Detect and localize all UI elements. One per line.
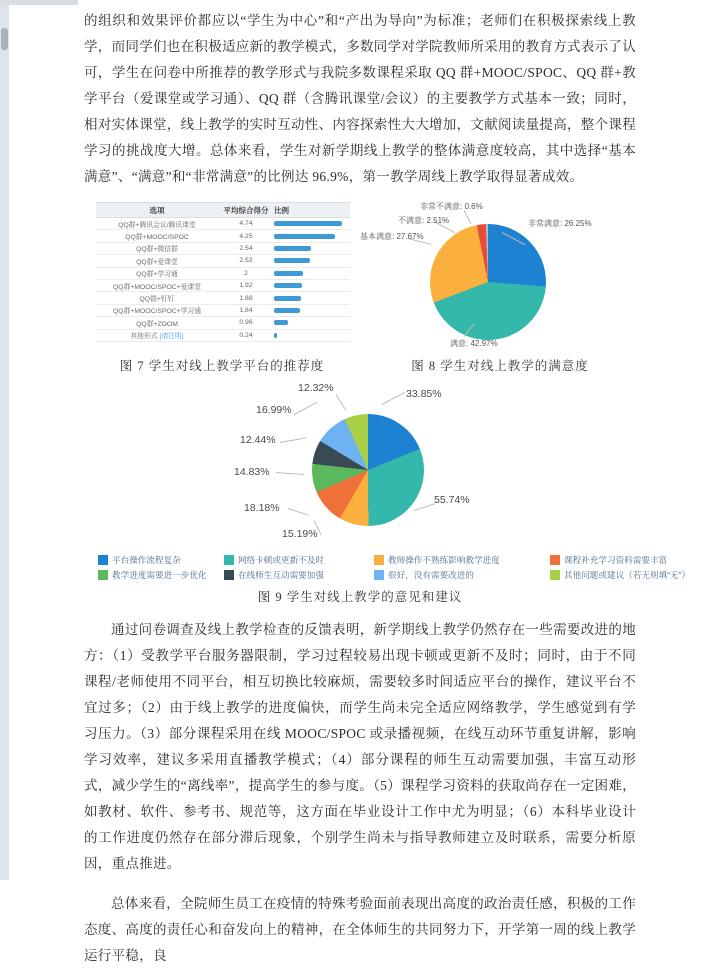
pie-slice-label: 55.74% [434, 494, 470, 506]
score-bar [274, 296, 301, 301]
pie-slice-label: 12.44% [240, 434, 276, 446]
figure7-table [96, 202, 350, 342]
legend-swatch [98, 570, 108, 580]
pie-chart-feedback [312, 414, 424, 526]
ratio-bar-cell [274, 333, 350, 338]
option-label: QQ群+学习通 [136, 271, 178, 279]
ratio-bar-cell [274, 246, 350, 251]
figure8-caption: 图 8 学生对线上教学的满意度 [411, 359, 589, 373]
score-value: 1.92 [239, 282, 253, 290]
pie-slice-label: 不满意: 2.51% [398, 216, 450, 225]
pie-slice-label: 14.83% [234, 466, 270, 478]
document-page [84, 8, 691, 969]
fig7-table-rows [96, 218, 350, 342]
column-header-score: 平均综合得分 [223, 205, 269, 215]
note-link: [请注明] [157, 333, 184, 341]
score-bar [274, 221, 342, 226]
legend-swatch [374, 570, 384, 580]
table-row [96, 280, 350, 292]
leader-line [288, 508, 309, 516]
ratio-bar-cell [274, 221, 350, 226]
option-label: QQ群+MOOC/SPOC+学习通 [113, 308, 201, 316]
option-label: QQ群+ZOOM [136, 320, 178, 328]
pie-slice-label: 基本满意: 27.67% [360, 232, 424, 241]
table-row [96, 317, 350, 329]
score-value: 4.25 [239, 232, 253, 240]
pie-slice-label: 非常不满意: 0.6% [420, 202, 483, 211]
legend-label: 平台操作流程复杂 [112, 555, 181, 565]
table-row [96, 243, 350, 255]
score-value: 0.96 [239, 319, 253, 327]
legend-item [98, 554, 214, 566]
ratio-bar-cell [274, 283, 350, 288]
score-bar [274, 234, 335, 239]
figure9-caption: 图 9 学生对线上教学的意见和建议 [257, 590, 463, 604]
legend-label: 课程补充学习资料需要丰富 [564, 555, 668, 565]
legend-label: 很好，没有需要改进的 [388, 570, 474, 580]
legend-swatch [98, 555, 108, 565]
legend-label: 教学进度需要进一步优化 [112, 570, 207, 580]
ratio-bar-cell [274, 320, 350, 325]
option-label: QQ群+钉钉 [139, 296, 175, 304]
legend-label: 网络卡顿或更新不及时 [238, 555, 324, 565]
pie-slice-label: 16.99% [256, 404, 292, 416]
column-header-option: 选项 [149, 205, 165, 215]
pie-slice-label: 满意: 42.97% [450, 339, 498, 348]
score-bar [274, 271, 303, 276]
figure8-pie-chart [360, 198, 636, 360]
legend-item [550, 554, 690, 566]
legend-item [224, 569, 364, 581]
fig9-legend [98, 554, 691, 581]
ratio-bar-cell [274, 258, 350, 263]
leader-line [276, 472, 304, 475]
legend-item [374, 569, 540, 581]
leader-line [464, 210, 472, 224]
score-bar [274, 320, 288, 325]
pie-slice-label: 非常满意: 26.25% [528, 219, 592, 228]
paragraph-3: 总体来看，全院师生员工在疫情的特殊考验面前表现出高度的政治责任感，积极的工作态度、高度的责任心和奋发向上的精神，在全体师生的共同努力下，开学第一周的线上教学运行平稳，良 [84, 896, 636, 963]
pie-slice-label: 15.19% [282, 528, 318, 540]
table-row [96, 268, 350, 280]
table-row [96, 305, 350, 317]
score-value: 1.84 [239, 306, 253, 314]
ratio-bar-cell [274, 296, 350, 301]
legend-swatch [374, 555, 384, 565]
legend-swatch [224, 555, 234, 565]
figure-row [84, 198, 636, 378]
score-bar [274, 246, 311, 251]
figure9-pie-chart [84, 380, 636, 548]
column-header-ratio: 比例 [274, 205, 289, 215]
legend-item [98, 569, 214, 581]
score-bar [274, 333, 277, 338]
score-value: 0.24 [239, 331, 253, 339]
option-label: QQ群+爱课堂 [136, 258, 178, 266]
leader-line [280, 437, 306, 442]
score-value: 2.54 [239, 244, 253, 252]
score-value: 2.52 [239, 257, 253, 265]
legend-item [374, 554, 540, 566]
paragraph-1: 的组织和效果评价都应以“学生为中心”和“产出为导向”为标准；老师们在积极探索线上教学，而同学们也在积极适应新的教学模式，多数同学对学院教师所采用的教育方式表示了认可，学生在问卷中所推荐的教学形式与我院多数课程采取 QQ 群+MOOC/SPOC、QQ 群+教学平台（爱课堂或学习通）、QQ 群（含腾讯课堂/会议）的主要教学方式基本一致；同时，相对实体课堂，线上教学的实时互动性、内容探索性大大增加，文献阅读量提高，整个课程学习的挑战度大增。总体来看，学生对新学期线上教学的整体满意度较高，其中选择“基本满意”、“满意”和“非常满意”的比例达 96.9%，第一教学周线上教学取得显著成效。 [84, 13, 636, 184]
legend-label: 其他问题或建议（若无则填“无”） [564, 570, 691, 580]
pie-slice-label: 33.85% [406, 388, 442, 400]
score-bar [274, 258, 310, 263]
legend-label: 在线师生互动需要加强 [238, 570, 324, 580]
table-row [96, 255, 350, 267]
score-value: 2 [244, 269, 248, 277]
table-row [96, 292, 350, 304]
legend-swatch [550, 555, 560, 565]
leader-line [382, 392, 405, 405]
table-row [96, 218, 350, 230]
leader-line [414, 503, 435, 511]
legend-item [550, 569, 690, 581]
option-label: 其他形式 [请注明] [130, 333, 184, 341]
option-label: QQ群+MOOC/SPOC [125, 234, 189, 242]
score-bar [274, 283, 302, 288]
legend-swatch [224, 570, 234, 580]
pie-slice-label: 12.32% [298, 382, 334, 394]
scrollbar-thumb[interactable] [1, 28, 8, 50]
option-label: QQ群+微信群 [136, 246, 178, 254]
leader-line [294, 402, 317, 415]
table-row [96, 330, 350, 342]
option-label: QQ群+MOOC/SPOC+爱课堂 [113, 283, 201, 291]
score-bar [274, 308, 300, 313]
legend-label: 教师操作不熟练影响教学进度 [388, 555, 500, 565]
table-header [96, 203, 350, 218]
ratio-bar-cell [274, 271, 350, 276]
paragraph-2: 通过问卷调查及线上教学检查的反馈表明，新学期线上教学仍然存在一些需要改进的地方：（1）受教学平台服务器限制，学习过程较易出现卡顿或更新不及时；同时，由于不同课程/老师使用不同平台，相互切换比较麻烦，需要较多时间适应平台的操作，建议平台不宜过多；（2）由于线上教学的进度偏快，而学生尚未完全适应网络教学，学生感觉到有学习压力。（3）部分课程采用在线 MOOC/SPOC 或录播视频，在线互动环节重复讲解，影响学习效率，建议多采用直播教学模式；（4）部分课程的师生互动需要加强，丰富互动形式，减少学生的“离线率”，提高学生的参与度。（5）课程学习资料的获取尚存在一定困难，如教材、软件、参考书、规范等，这方面在毕业设计工作中尤为明显；（6）本科毕业设计的工作进度仍然存在部分滞后现象，个别学生尚未与指导教师建立及时联系，需要分析原因，重点推进。 [84, 622, 636, 871]
pie-slice-label: 18.18% [244, 502, 280, 514]
legend-swatch [550, 570, 560, 580]
ratio-bar-cell [274, 308, 350, 313]
score-value: 4.74 [239, 220, 253, 228]
figure7-caption: 图 7 学生对线上教学平台的推荐度 [119, 359, 325, 373]
legend-item [224, 554, 364, 566]
pie-chart-satisfaction [430, 224, 546, 340]
ratio-bar-cell [274, 234, 350, 239]
option-label: QQ群+腾讯会议/腾讯课堂 [118, 221, 196, 229]
score-value: 1.88 [239, 294, 253, 302]
scan-edge [0, 0, 9, 880]
table-row [96, 230, 350, 242]
scan-edge-top [0, 0, 78, 5]
leader-line [336, 394, 346, 410]
